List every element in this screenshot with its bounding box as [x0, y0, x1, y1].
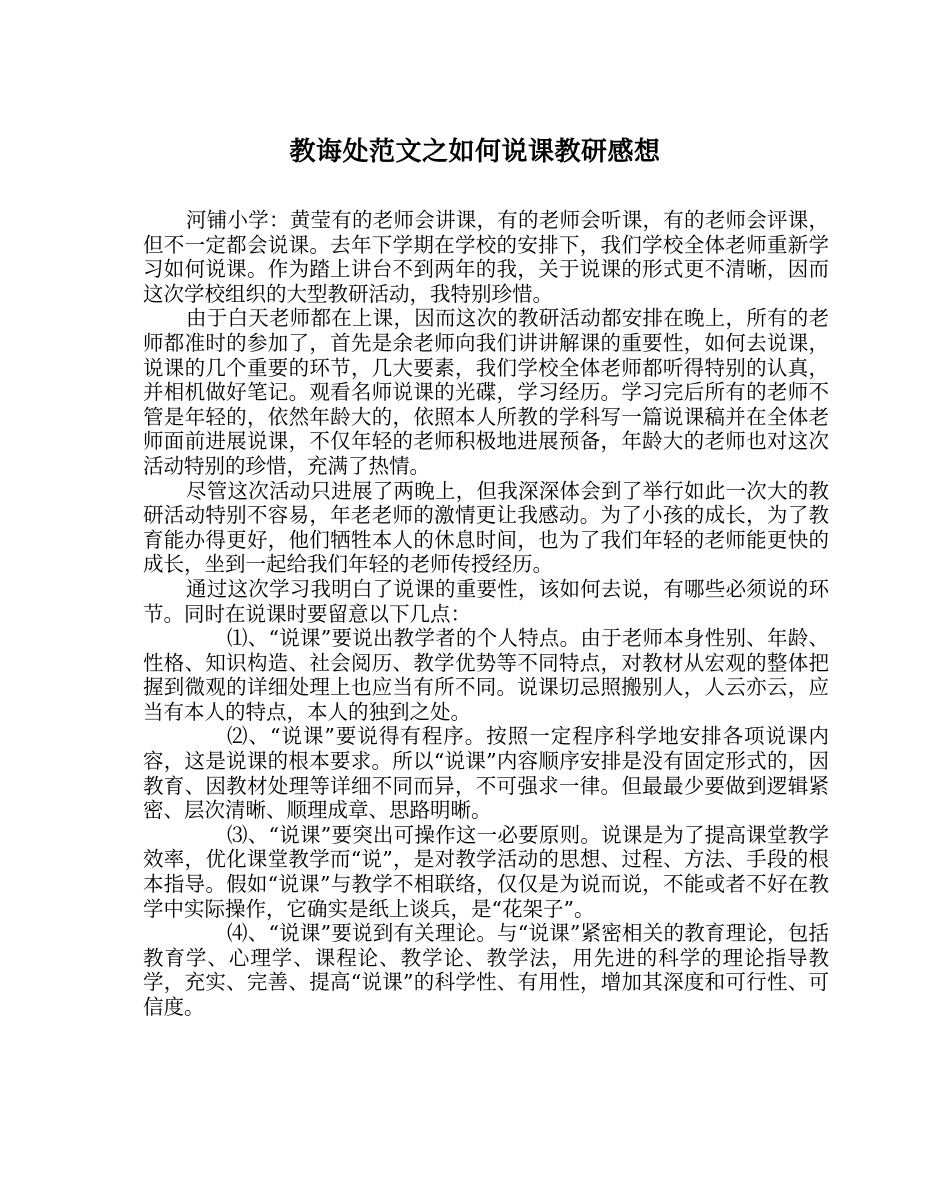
paragraph-reflection: 尽管这次活动只进展了两晚上，但我深深体会到了举行如此一次大的教研活动特别不容易，年老老师的激情更让我感动。为了小孩的成长，为了教育能办得更好，他们牺牲本人的休息时间，也为了我们年轻的老师能更快的成长，坐到一起给我们年轻的老师传授经历。: [143, 478, 829, 577]
document-body: [143, 208, 829, 1020]
paragraph-intro: 河铺小学：黄莹有的老师会讲课，有的老师会听课，有的老师会评课，但不一定都会说课。去年下学期在学校的安排下，我们学校全体老师重新学习如何说课。作为踏上讲台不到两年的我，关于说课的形式更不清晰，因而这次学校组织的大型教研活动，我特别珍惜。: [143, 208, 829, 306]
paragraph-summary: 通过这次学习我明白了说课的重要性，该如何去说，有哪些必须说的环节。同时在说课时要留意以下几点：: [143, 576, 829, 626]
list-item-point-1: ⑴、“说课”要说出教学者的个人特点。由于老师本身性别、年龄、性格、知识构造、社会阅历、教学优势等不同特点，对教材从宏观的整体把握到微观的详细处理上也应当有所不同。说课切忌照搬别人，人云亦云，应当有本人的特点，本人的独到之处。: [143, 626, 829, 724]
document-title: 教诲处范文之如何说课教研感想: [289, 137, 661, 167]
list-item-point-3: ⑶、“说课”要突出可操作这一必要原则。说课是为了提高课堂教学效率，优化课堂教学而“说”，是对教学活动的思想、过程、方法、手段的根本指导。假如“说课”与教学不相联络，仅仅是为说而说，不能或者不好在教学中实际操作，它确实是纸上谈兵，是“花架子”。: [143, 822, 829, 921]
list-item-point-2: ⑵、“说课”要说得有程序。按照一定程序科学地安排各项说课内容，这是说课的根本要求。所以“说课”内容顺序安排是没有固定形式的，因教育、因教材处理等详细不同而异，不可强求一律。但最最少要做到逻辑紧密、层次清晰、顺理成章、思路明晰。: [143, 724, 829, 823]
list-item-point-4: ⑷、“说课”要说到有关理论。与“说课”紧密相关的教育理论，包括教育学、心理学、课程论、教学论、教学法，用先进的科学的理论指导教学，充实、完善、提高“说课”的科学性、有用性，增加其深度和可行性、可信度。: [143, 921, 829, 1019]
paragraph-activity: 由于白天老师都在上课，因而这次的教研活动都安排在晚上，所有的老师都准时的参加了，首先是余老师向我们讲讲解课的重要性，如何去说课，说课的几个重要的环节，几大要素，我们学校全体老师都听得特别的认真，并相机做好笔记。观看名师说课的光碟，学习经历。学习完后所有的老师不管是年轻的，依然年龄大的，依照本人所教的学科写一篇说课稿并在全体老师面前进展说课，不仅年轻的老师积极地进展预备，年龄大的老师也对这次活动特别的珍惜，充满了热情。: [143, 306, 829, 478]
